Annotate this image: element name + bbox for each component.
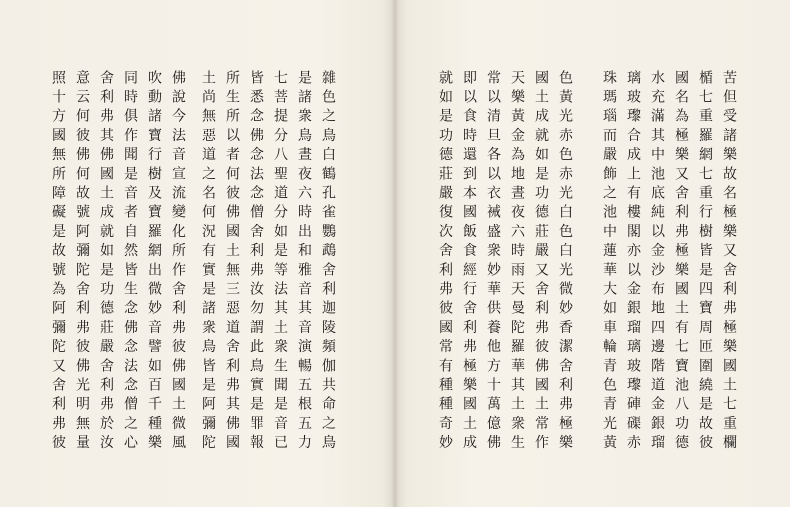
text-column: 意云何彼佛何故號阿彌陀舍利弗彼佛光明無量 — [74, 70, 90, 454]
text-column: 珠瑪瑙而嚴飾之池中蓮華大如車輪青色青光黃 — [601, 70, 617, 454]
text-column: 照十方國無所障礙是故號為阿彌陀又舍利弗彼 — [50, 70, 66, 454]
text-column: 色黃光赤色赤光白色白光微妙香潔舍利弗極樂 — [557, 70, 573, 454]
text-column: 舍利弗其佛國土成就如是功德莊嚴舍利弗於汝 — [98, 70, 114, 454]
text-column: 是諸衆鳥晝夜六時出和雅音其音演暢五根五力 — [296, 70, 312, 454]
text-column: 國土成就如是功德莊嚴又舍利弗彼佛國土常作 — [533, 70, 549, 454]
text-column: 就如是功德莊嚴復次舍利弗彼國常有種種奇妙 — [437, 70, 453, 454]
text-column: 所生所以者何彼佛國土無三惡道舍利弗其佛國 — [224, 70, 240, 454]
text-column: 常以清旦各以衣裓盛衆妙華供養他方十萬億佛 — [485, 70, 501, 454]
text-column: 吹動諸寶行樹及寶羅網出微妙音譬如百千種樂 — [146, 70, 162, 454]
text-column: 國名為極樂又舍利弗極樂國土有七寶池八功德 — [673, 70, 689, 454]
text-column: 苦但受諸樂故名極樂又舍利弗極樂國土七重欄 — [721, 70, 737, 454]
text-column: 楯七重羅網七重行樹皆是四寶周匝圍繞是故彼 — [697, 70, 713, 454]
text-column: 璃玻瓈合成上有樓閣亦以金銀瑠璃玻瓈硨磲赤 — [625, 70, 641, 454]
text-column: 雜色之鳥白鶴孔雀鸚鵡舍利迦陵頻伽共命之鳥 — [320, 70, 336, 454]
text-column: 天樂黃金為地晝夜六時雨天曼陀羅華其土衆生 — [509, 70, 525, 454]
book-gutter — [383, 0, 407, 507]
text-column: 皆悉念佛念法念僧舍利弗汝勿謂此鳥實是罪報 — [248, 70, 264, 454]
text-column: 七菩提分八聖道分如是等法其土衆生聞是音已 — [272, 70, 288, 454]
text-column: 水充滿其中池底純以金沙布地四邊階道金銀瑠 — [649, 70, 665, 454]
text-column: 同時俱作聞是音者自然皆生念佛念法念僧之心 — [122, 70, 138, 454]
text-column: 佛說今法音宣流變化所作舍利弗彼佛國土微風 — [170, 70, 186, 454]
text-column: 即以食時還到本國飯食經行舍利弗極樂國土成 — [461, 70, 477, 454]
text-column: 土尚無惡道之名何況有實是諸衆鳥皆是阿彌陀 — [200, 70, 216, 454]
